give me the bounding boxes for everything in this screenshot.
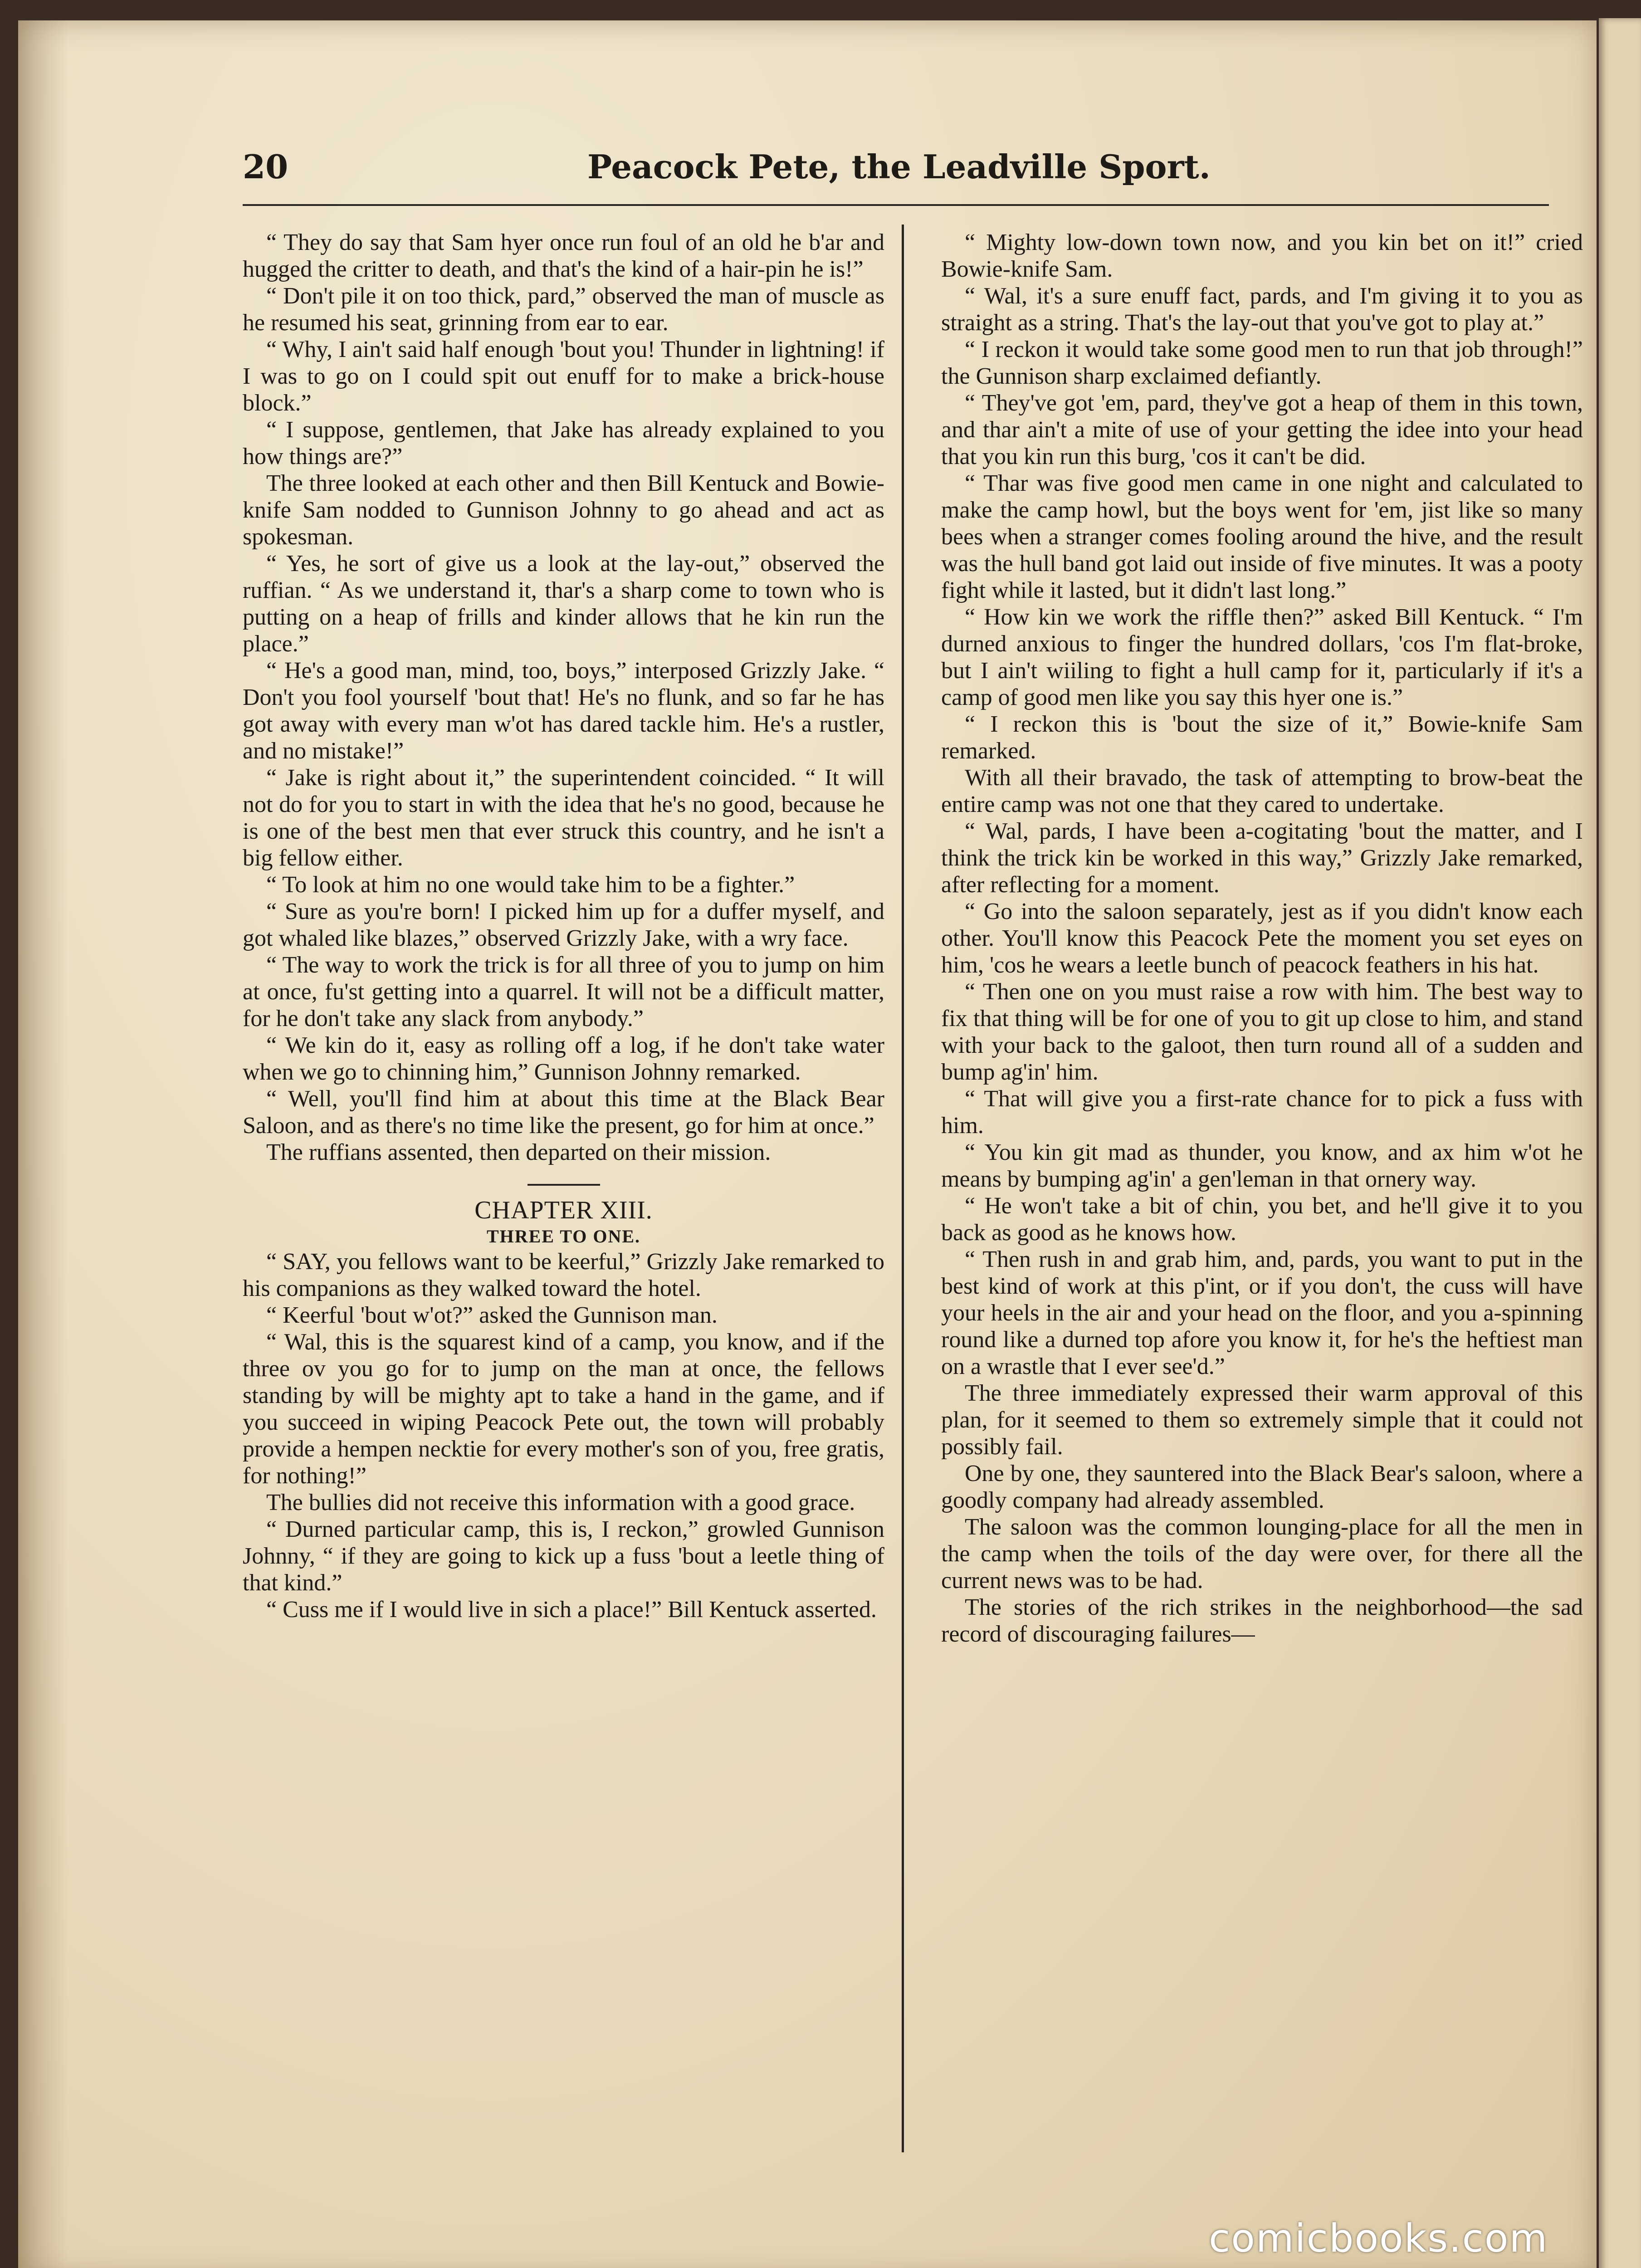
paragraph: The ruffians assented, then departed on their mission. [266, 1139, 771, 1165]
left-column-paragraphs [243, 229, 884, 1166]
paragraph: “ Thar was five good men came in one night and calculated to make the camp howl, but the boys went for 'em, jist like so many bees when a stranger comes fooling around the hive, and the result was the hull band got laid out inside of five minutes. It was a pooty fight while it lasted, but it didn't last long.” [941, 470, 1583, 603]
paragraph: “ Wal, it's a sure enuff fact, pards, and I'm giving it to you as straight as a string. That's the lay-out that you've got to play at.” [941, 283, 1583, 336]
paragraph: “ We kin do it, easy as rolling off a log, if he don't take water when we go to chinning him,” Gunnison Johnny remarked. [243, 1032, 884, 1085]
paragraph: “ Yes, he sort of give us a look at the lay-out,” observed the ruffian. “ As we understand it, thar's a sharp come to town who is putting on a heap of frills and kinder allows that he kin run the place.” [243, 551, 884, 657]
chapter-rule [527, 1184, 600, 1186]
paragraph: “ Wal, pards, I have been a-cogitating 'bout the matter, and I think the trick kin be worked in this way,” Grizzly Jake remarked, after reflecting for a moment. [941, 818, 1583, 898]
paragraph: “ Then one on you must raise a row with him. The best way to fix that thing will be for one of you to git up close to him, and stand with your back to the galoot, then turn round all of a sudden and bump ag'in' him. [941, 979, 1583, 1085]
paragraph: “ Go into the saloon separately, jest as if you didn't know each other. You'll know this Peacock Pete the moment you set eyes on him, 'cos he wears a leetle bunch of peacock feathers in his hat. [941, 899, 1583, 978]
page-header [243, 147, 1549, 188]
running-title: Peacock Pete, the Leadville Sport. [587, 147, 1211, 186]
paragraph: “ He's a good man, mind, too, boys,” interposed Grizzly Jake. “ Don't you fool yourself 'bout that! He's no flunk, and so far he has got away with every man w'ot has dared tackle him. He's a rustler, and no mistake!” [243, 658, 884, 764]
gutter-shadow [18, 20, 68, 2268]
chapter-subtitle: THREE TO ONE. [486, 1226, 641, 1246]
header-rule [243, 204, 1549, 206]
paragraph: “ Keerful 'bout w'ot?” asked the Gunnison man. [266, 1302, 718, 1328]
paragraph: “ SAY, you fellows want to be keerful,” Grizzly Jake remarked to his companions as they walked toward the hotel. [243, 1249, 884, 1301]
paragraph: “ They do say that Sam hyer once run foul of an old he b'ar and hugged the critter to death, and that's the kind of a hair-pin he is!” [243, 230, 884, 282]
paragraph: The bullies did not receive this information with a good grace. [266, 1490, 855, 1515]
paragraph: “ Well, you'll find him at about this time at the Black Bear Saloon, and as there's no time like the present, go for him at once.” [243, 1086, 884, 1139]
paragraph: “ Don't pile it on too thick, pard,” observed the man of muscle as he resumed his seat, grinning from ear to ear. [243, 283, 884, 336]
paragraph: One by one, they sauntered into the Black Bear's saloon, where a goodly company had already assembled. [941, 1461, 1583, 1513]
paragraph: “ Mighty low-down town now, and you kin bet on it!” cried Bowie-knife Sam. [941, 230, 1583, 282]
paragraph: The saloon was the common lounging-place for all the men in the camp when the toils of the day were over, for there all the current news was to be had. [941, 1514, 1583, 1593]
column-divider [902, 225, 904, 2152]
left-column [243, 229, 884, 2152]
paragraph: “ To look at him no one would take him to be a fighter.” [266, 872, 795, 898]
paragraph: The stories of the rich strikes in the neighborhood—the sad record of discouraging failures— [941, 1594, 1583, 1647]
paragraph: “ Then rush in and grab him, and, pards, you want to put in the best kind of work at this p'int, or if you don't, the cuss will have your heels in the air and your head on the floor, and you a-spinning round like a durned top afore you know it, for he's the heftiest man on a wrastle that I ever see'd.” [941, 1246, 1583, 1379]
paragraph: “ Why, I ain't said half enough 'bout you! Thunder in lightning! if I was to go on I could spit out enuff for to make a brick-house block.” [243, 337, 884, 416]
paragraph: “ You kin git mad as thunder, you know, and ax him w'ot he means by bumping ag'in' a gen'leman in that ornery way. [941, 1139, 1583, 1192]
paragraph: “ I reckon it would take some good men to run that job through!” the Gunnison sharp exclaimed defiantly. [941, 337, 1583, 389]
paragraph: With all their bravado, the task of attempting to brow-beat the entire camp was not one that they cared to undertake. [941, 765, 1583, 817]
paragraph: “ Wal, this is the squarest kind of a camp, you know, and if the three ov you go for to jump on the man at once, the fellows standing by will be mighty apt to take a hand in the game, and if you succeed in wiping Peacock Pete out, the town will probably provide a hempen necktie for every mother's son of you, free gratis, for nothing!” [243, 1329, 884, 1489]
paragraph: The three immediately expressed their warm approval of this plan, for it seemed to them so extremely simple that it could not possibly fail. [941, 1380, 1583, 1460]
paragraph: “ The way to work the trick is for all three of you to jump on him at once, fu'st getting into a quarrel. It will not be a difficult matter, for he don't take any slack from anybody.” [243, 952, 884, 1031]
right-column-paragraphs [941, 229, 1583, 1647]
paragraph: “ Jake is right about it,” the superintendent coincided. “ It will not do for you to start in with the idea that he's no good, because he is one of the best men that ever struck this country, and he isn't a big fellow either. [243, 765, 884, 871]
watermark: comicbooks.com [1209, 2216, 1548, 2261]
paragraph: “ Durned particular camp, this is, I reckon,” growled Gunnison Johnny, “ if they are going to kick up a fuss 'bout a leetle thing of that kind.” [243, 1516, 884, 1596]
paragraph: “ I reckon this is 'bout the size of it,” Bowie-knife Sam remarked. [941, 711, 1583, 764]
paragraph: The three looked at each other and then Bill Kentuck and Bowie-knife Sam nodded to Gunnison Johnny to go ahead and act as spokesman. [243, 470, 884, 550]
adjacent-page-edge [1599, 18, 1641, 2268]
page-number: 20 [243, 147, 288, 186]
paragraph: “ Sure as you're born! I picked him up for a duffer myself, and got whaled like blazes,” observed Grizzly Jake, with a wry face. [243, 899, 884, 951]
paragraph: “ Cuss me if I would live in sich a place!” Bill Kentuck asserted. [266, 1597, 877, 1623]
chapter-title: CHAPTER XIII. [474, 1196, 653, 1224]
paragraph: “ They've got 'em, pard, they've got a heap of them in this town, and thar ain't a mite of use of your getting the idee into your head that you kin run this burg, 'cos it can't be did. [941, 390, 1583, 469]
paragraph: “ I suppose, gentlemen, that Jake has already explained to you how things are?” [243, 417, 884, 469]
paragraph: “ That will give you a first-rate chance for to pick a fuss with him. [941, 1086, 1583, 1139]
left-column-chapter-paragraphs [243, 1248, 884, 1623]
right-column [941, 229, 1583, 2152]
paragraph: “ How kin we work the riffle then?” asked Bill Kentuck. “ I'm durned anxious to finger the hundred dollars, 'cos I'm flat-broke, but I ain't wiiling to fight a hull camp for it, particularly if it's a camp of good men like you say this hyer one is.” [941, 604, 1583, 710]
paragraph: “ He won't take a bit of chin, you bet, and he'll give it to you back as good as he knows how. [941, 1193, 1583, 1246]
